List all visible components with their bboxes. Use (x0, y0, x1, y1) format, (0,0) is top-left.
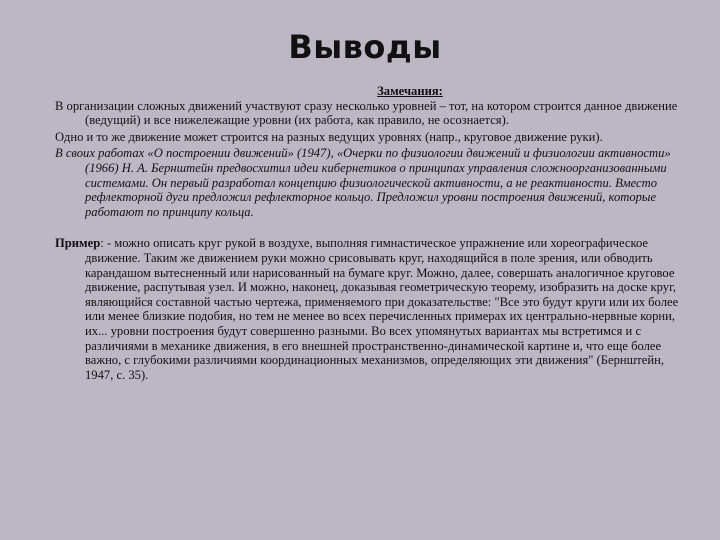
remarks-heading: Замечания: (377, 84, 443, 98)
remark-paragraph-1: В организации сложных движений участвуют сразу несколько уровней – тот, на котором строится данное движение (ведущий) и все нижележащие уровни (их работа, как правило, не осознается). (55, 98, 678, 128)
slide-title (0, 28, 720, 66)
remark-paragraph-3: В своих работах «О построении движений» (1947), «Очерки по физиологии движений и физиологии активности» (1966) Н. А. Бернштейн предвосхитил идеи кибернетиков о принципах управления сложноорганизованными системами. Он первый разработал концепцию физиологической активности, а не реактивности. Вместо рефлекторной дуги предложил рефлекторное кольцо. Предложил уровни построения движений, которые работают по принципу кольца. (55, 146, 671, 219)
slide-title-text: Выводы (288, 28, 442, 66)
spacer (55, 219, 685, 236)
example-text: : - можно описать круг рукой в воздухе, выполняя гимнастическое упражнение или хореографическое движение. Таким же движением руки можно срисовывать круг, находящийся в поле зрения, или обводить карандашом вытесненный или нарисованный на бумаге круг. Можно, далее, совершать аналогичное круговое движение, распутывая узел. И можно, наконец, доказывая геометрическую теорему, изобразить на доске круг, являющийся составной частью чертежа, применяемого при доказательстве: "Все это будут круги или их более или менее близкие подобия, но тем не менее во всех перечисленных примерах их центрально-нервные корни, их... уровни построения будут совершенно разными. Во всех упомянутых вариантах мы встретимся и с различиями в механике движения, в его внешней пространственно-динамической картине и, что еще более важно, с глубокими различиями координационных механизмов, определяющих эти движения" (Бернштейн, 1947, с. 35). (85, 236, 679, 382)
example-paragraph (55, 236, 685, 382)
slide-body (55, 84, 685, 382)
remark-paragraph-2: Одно и то же движение может строится на разных ведущих уровнях (напр., круговое движение руки). (55, 129, 603, 144)
example-label: Пример (55, 236, 101, 251)
